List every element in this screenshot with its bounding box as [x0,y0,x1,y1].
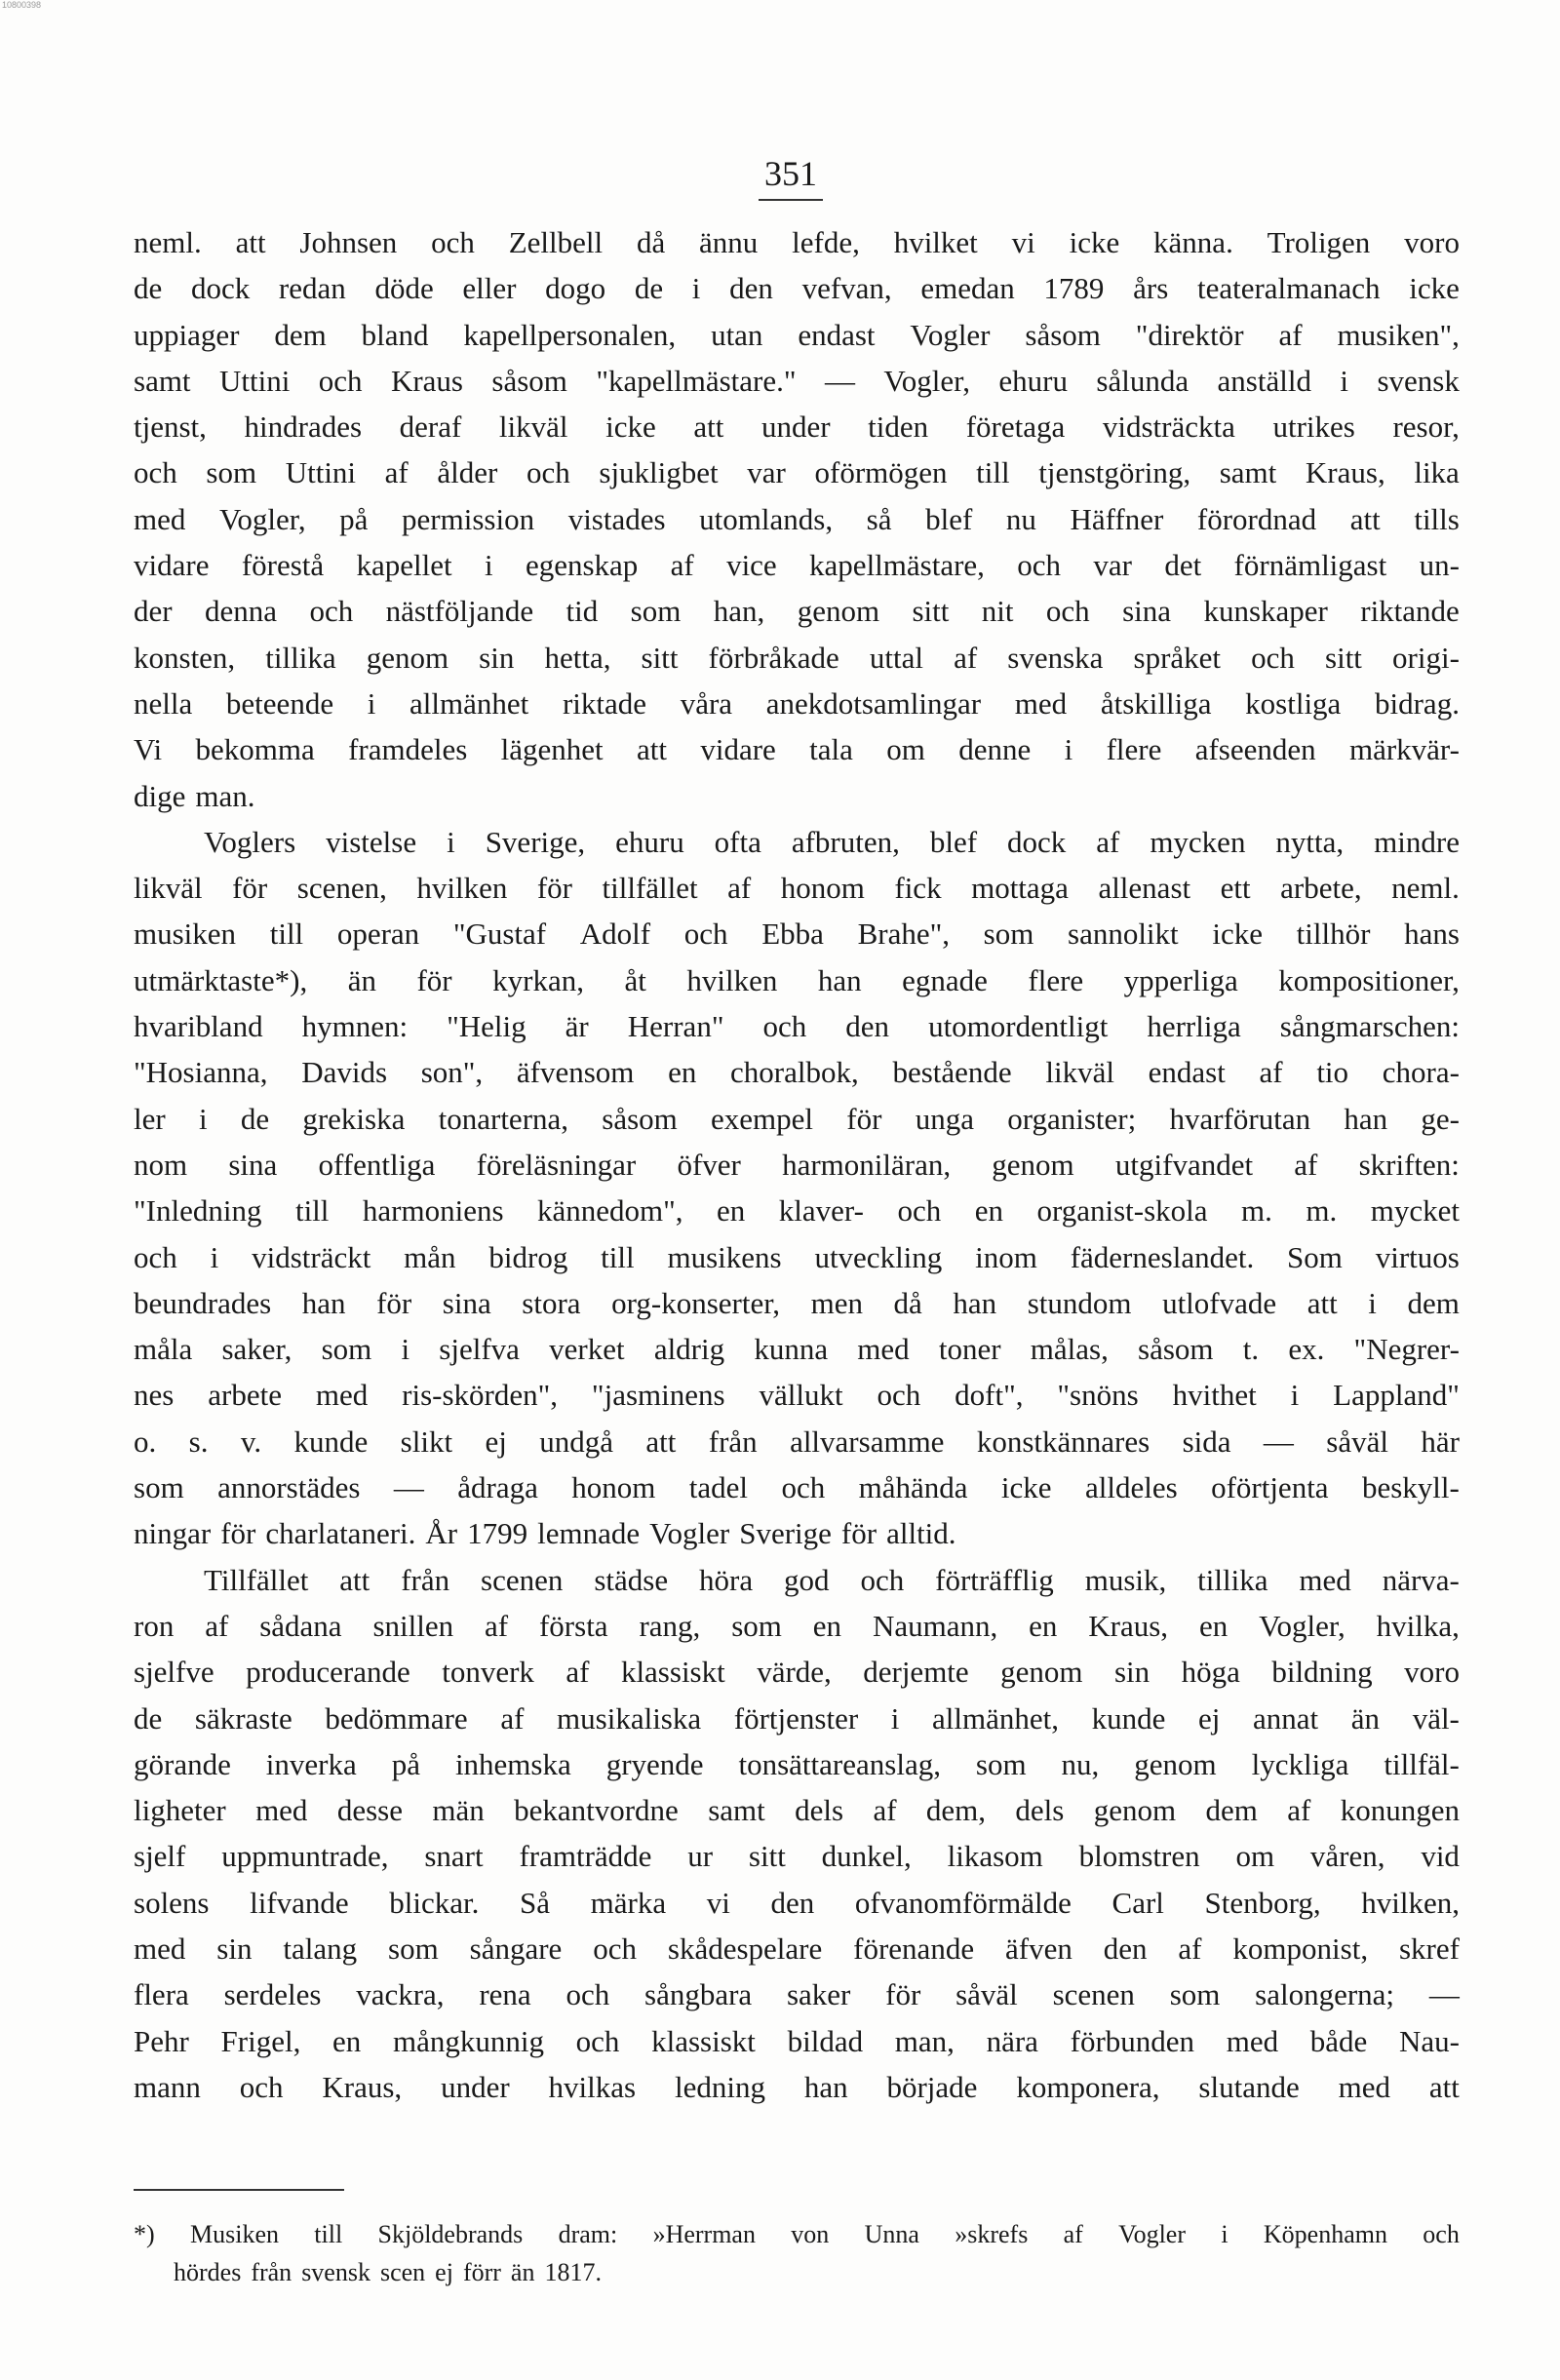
text-line: mann och Kraus, under hvilkas ledning han började komponera, slutande med att [134,2069,1460,2104]
text-line: tjenst, hindrades deraf likväl icke att under tiden företaga vidsträckta utrikes resor, [134,410,1460,445]
text-line: neml. att Johnsen och Zellbell då ännu lefde, hvilket vi icke känna. Troligen voro [134,225,1460,259]
text-line: nom sina offentliga föreläsningar öfver harmoniläran, genom utgifvandet af skriften: [134,1147,1460,1182]
text-line: "Inledning till harmoniens kännedom", en klaver- och en organist-skola m. m. mycket [134,1193,1460,1229]
text-line: sjelf uppmuntrade, snart framträdde ur sitt dunkel, likasom blomstren om våren, vid [134,1839,1460,1874]
text-line: de säkraste bedömmare af musikaliska förtjenster i allmänhet, kunde ej annat än väl- [134,1700,1460,1736]
text-line: flera serdeles vackra, rena och sångbara saker för såväl scenen som salongerna; — [134,1977,1460,2012]
text-line: hvaribland hymnen: "Helig är Herran" och den utomordentligt herrliga sångmarschen: [134,1009,1460,1044]
text-line: görande inverka på inhemska gryende tonsättareanslag, som nu, genom lyckliga tillfäl- [134,1746,1460,1781]
text-line: "Hosianna, Davids son", äfvensom en choralbok, bestående likväl endast af tio chora- [134,1055,1460,1090]
text-line: o. s. v. kunde slikt ej undgå att från allvarsamme konstkännares sida — såväl här [134,1424,1460,1459]
text-line: Pehr Frigel, en mångkunnig och klassiskt bildad man, nära förbunden med både Nau- [134,2023,1460,2058]
text-line: vidare förestå kapellet i egenskap af vice kapellmästare, och var det förnämligast un- [134,548,1460,583]
text-line: Voglers vistelse i Sverige, ehuru ofta afbruten, blef dock af mycken nytta, mindre [204,824,1460,859]
text-line: med sin talang som sångare och skådespelare förenande äfven den af komponist, skref [134,1931,1460,1966]
footnote-line: hördes från svensk scen ej förr än 1817. [174,2258,602,2286]
text-line: nes arbete med ris-skörden", "jasminens vällukt och doft", "snöns hvithet i Lappland" [134,1378,1460,1413]
text-line: och i vidsträckt mån bidrog till musikens utveckling inom fäderneslandet. Som virtuos [134,1239,1460,1274]
text-line: nella beteende i allmänhet riktade våra anekdotsamlingar med åtskilliga kostliga bidrag. [134,685,1460,721]
text-line: sjelfve producerande tonverk af klassiskt värde, derjemte genom sin höga bildning voro [134,1655,1460,1690]
text-line: som annorstädes — ådraga honom tadel och måhända icke alldeles oförtjenta beskyll- [134,1470,1460,1505]
text-line: ron af sådana snillen af första rang, som en Naumann, en Kraus, en Vogler, hvilka, [134,1608,1460,1643]
page-number-rule [759,199,823,201]
text-line: konsten, tillika genom sin hetta, sitt förbråkade uttal af svenska språket och sitt origi- [134,640,1460,675]
text-line: de dock redan döde eller dogo de i den vefvan, emedan 1789 års teateralmanach icke [134,271,1460,306]
text-line: likväl för scenen, hvilken för tillfället af honom fick mottaga allenast ett arbete, neml. [134,871,1460,906]
text-line: samt Uttini och Kraus såsom "kapellmästare." — Vogler, ehuru sålunda anställd i svensk [134,363,1460,398]
body-text [134,219,1460,2110]
text-line: der denna och nästföljande tid som han, genom sitt nit och sina kunskaper riktande [134,594,1460,629]
text-line: ningar för charlataneri. År 1799 lemnade Vogler Sverige för alltid. [134,1516,956,1551]
text-line: solens lifvande blickar. Så märka vi den ofvanomförmälde Carl Stenborg, hvilken, [134,1885,1460,1920]
footnote-rule [134,2189,344,2191]
footnote [134,2215,1460,2291]
text-line: och som Uttini af ålder och sjukligbet var oförmögen till tjenstgöring, samt Kraus, lika [134,455,1460,490]
text-line: uppiager dem bland kapellpersonalen, utan endast Vogler såsom "direktör af musiken", [134,317,1460,352]
page-number: 351 [764,154,817,193]
archive-id: 10800398 [2,0,42,10]
footnote-line: *) Musiken till Skjöldebrands dram: »Herrman von Unna »skrefs af Vogler i Köpenhamn och [134,2220,1460,2248]
text-line: med Vogler, på permission vistades utomlands, så blef nu Häffner förordnad att tills [134,501,1460,536]
text-line: måla saker, som i sjelfva verket aldrig kunna med toner målas, såsom t. ex. "Negrer- [134,1332,1460,1367]
text-line: beundrades han för sina stora org-konserter, men då han stundom utlofvade att i dem [134,1285,1460,1320]
text-line: Tillfället att från scenen städse höra god och förträfflig musik, tillika med närva- [204,1562,1460,1597]
text-line: ler i de grekiska tonarterna, såsom exempel för unga organister; hvarförutan han ge- [134,1101,1460,1136]
text-line: utmärktaste*), än för kyrkan, åt hvilken han egnade flere ypperliga kompositioner, [134,962,1460,997]
text-line: ligheter med desse män bekantvordne samt dels af dem, dels genom dem af konungen [134,1793,1460,1828]
text-line: Vi bekomma framdeles lägenhet att vidare tala om denne i flere afseenden märkvär- [134,732,1460,767]
text-line: dige man. [134,778,255,813]
text-line: musiken till operan "Gustaf Adolf och Ebba Brahe", som sannolikt icke tillhör hans [134,917,1460,952]
